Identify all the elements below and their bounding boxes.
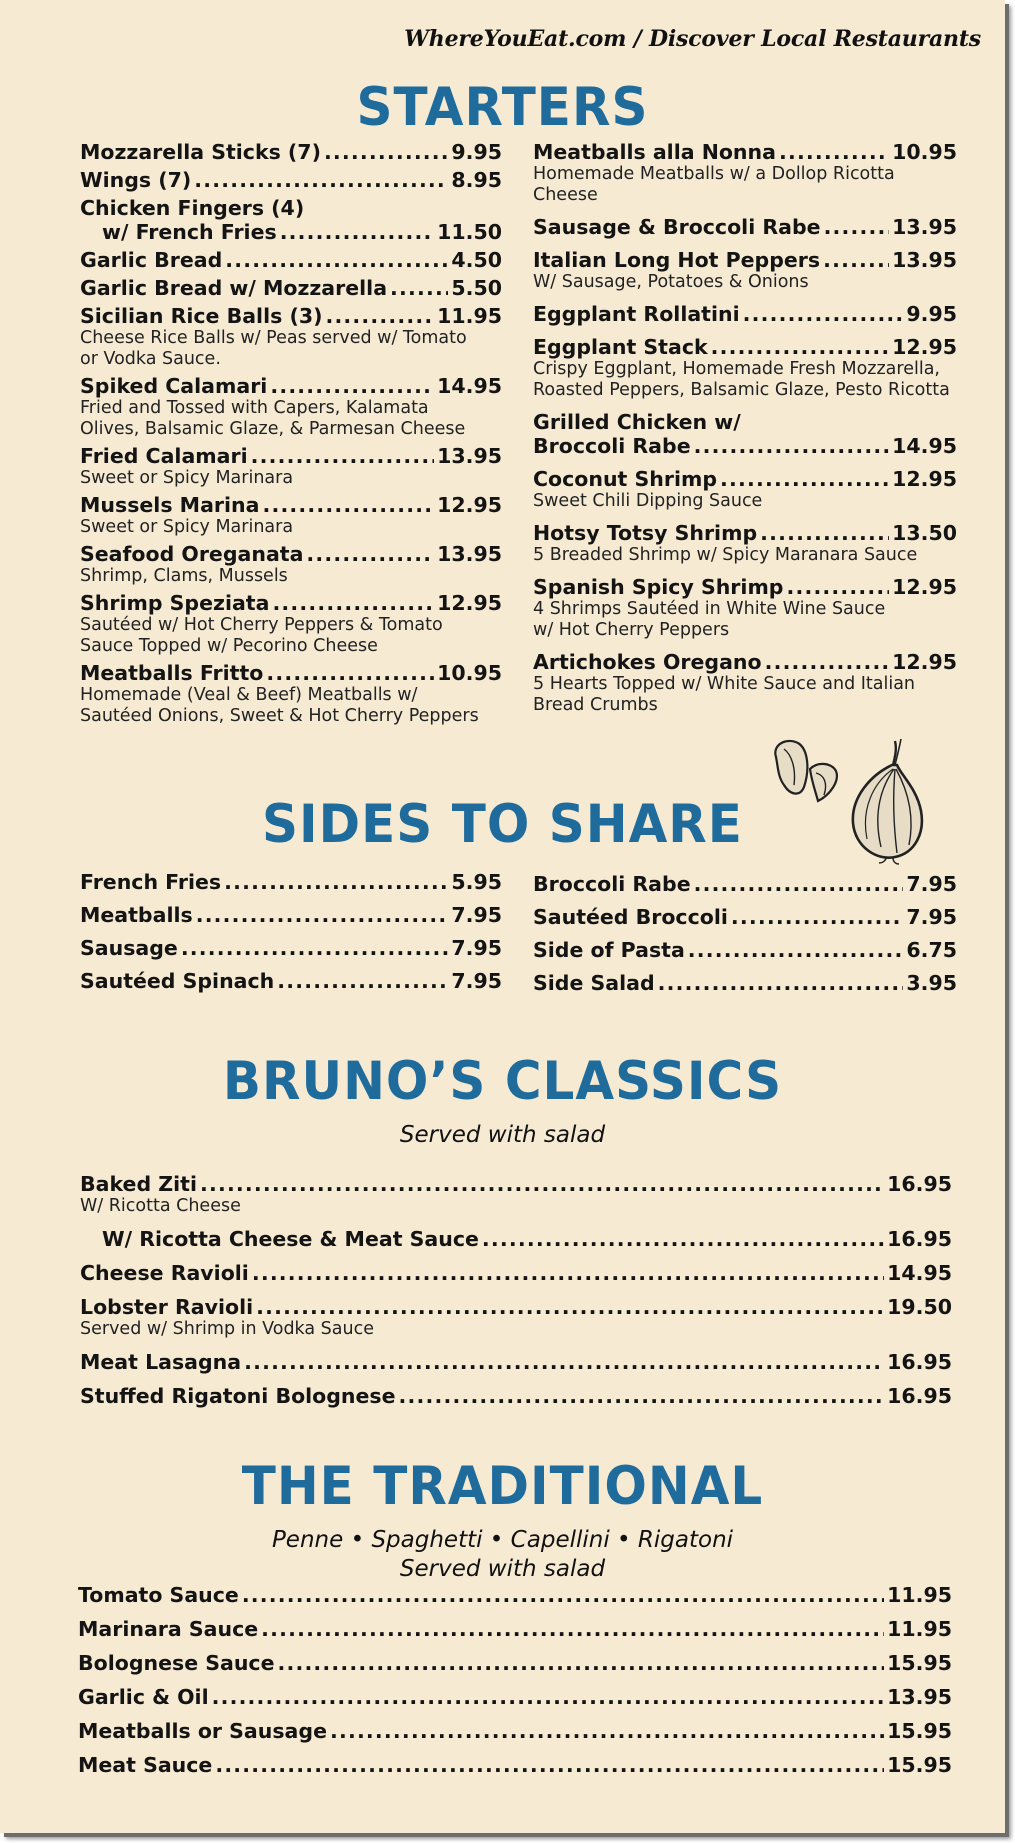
menu-item-price: 13.95 bbox=[437, 542, 502, 566]
dot-leader bbox=[399, 1384, 885, 1408]
menu-item bbox=[78, 1719, 952, 1743]
menu-item-price: 15.95 bbox=[887, 1719, 952, 1743]
menu-item-price: 12.95 bbox=[892, 650, 957, 674]
dot-leader bbox=[277, 969, 448, 993]
menu-item-description: Bread Crumbs bbox=[533, 695, 658, 715]
menu-item bbox=[78, 1617, 952, 1641]
menu-item-price: 11.95 bbox=[437, 304, 502, 328]
menu-item-name: Stuffed Rigatoni Bolognese bbox=[80, 1384, 396, 1408]
dot-leader bbox=[786, 575, 889, 599]
menu-item-name: Marinara Sauce bbox=[78, 1617, 259, 1641]
menu-item-price: 11.95 bbox=[887, 1617, 952, 1641]
menu-item-description: w/ Hot Cherry Peppers bbox=[533, 620, 730, 640]
menu-item bbox=[78, 1753, 952, 1777]
menu-item-name: Meatballs or Sausage bbox=[78, 1719, 327, 1743]
menu-item-name: Spanish Spicy Shrimp bbox=[533, 575, 784, 599]
menu-item bbox=[80, 542, 502, 587]
menu-item bbox=[80, 1350, 952, 1374]
menu-item bbox=[80, 444, 502, 489]
menu-item-name: Sautéed Spinach bbox=[80, 969, 275, 993]
dot-leader bbox=[743, 302, 904, 326]
dot-leader bbox=[482, 1227, 884, 1251]
menu-item bbox=[533, 971, 957, 995]
dot-leader bbox=[266, 661, 434, 685]
dot-leader bbox=[779, 140, 889, 164]
menu-item bbox=[533, 905, 957, 929]
menu-item-name: Baked Ziti bbox=[80, 1172, 197, 1196]
menu-item bbox=[80, 248, 502, 272]
menu-item-name: Italian Long Hot Peppers bbox=[533, 248, 821, 272]
sides-left-column bbox=[80, 870, 502, 1002]
menu-item-price: 13.95 bbox=[892, 248, 957, 272]
menu-item-description: Crispy Eggplant, Homemade Fresh Mozzarella, bbox=[533, 359, 940, 379]
menu-item-price: 10.95 bbox=[437, 661, 502, 685]
menu-item-name: Seafood Oreganata bbox=[80, 542, 304, 566]
traditional-subtitle: Served with salad bbox=[399, 1556, 606, 1582]
dot-leader bbox=[688, 938, 904, 962]
menu-item-price: 12.95 bbox=[437, 493, 502, 517]
menu-item bbox=[80, 969, 502, 993]
menu-item bbox=[533, 410, 957, 458]
menu-item bbox=[80, 1227, 952, 1251]
menu-item bbox=[80, 661, 502, 727]
menu-item bbox=[80, 1261, 952, 1285]
menu-item-description: Sweet Chili Dipping Sauce bbox=[533, 491, 763, 511]
menu-item bbox=[80, 168, 502, 192]
menu-item-price: 14.95 bbox=[887, 1261, 952, 1285]
menu-item bbox=[80, 870, 502, 894]
menu-item-name: Fried Calamari bbox=[80, 444, 248, 468]
menu-item bbox=[533, 521, 957, 566]
menu-item-name: Side of Pasta bbox=[533, 938, 685, 962]
dot-leader bbox=[720, 467, 889, 491]
menu-item-price: 7.95 bbox=[451, 936, 502, 960]
menu-item bbox=[533, 248, 957, 293]
dot-leader bbox=[212, 1685, 885, 1709]
menu-item-name: Lobster Ravioli bbox=[80, 1295, 254, 1319]
menu-item-name: Mussels Marina bbox=[80, 493, 260, 517]
dot-leader bbox=[824, 215, 890, 239]
menu-item-price: 14.95 bbox=[892, 434, 957, 458]
menu-item-name: Sicilian Rice Balls (3) bbox=[80, 304, 323, 328]
menu-item-price: 16.95 bbox=[887, 1172, 952, 1196]
dot-leader bbox=[280, 220, 434, 244]
menu-item-name: Eggplant Rollatini bbox=[533, 302, 740, 326]
menu-item-description: W/ Sausage, Potatoes & Onions bbox=[533, 272, 809, 292]
menu-item-price: 13.95 bbox=[887, 1685, 952, 1709]
menu-item-description: Sautéed w/ Hot Cherry Peppers & Tomato bbox=[80, 615, 443, 635]
menu-item-description: 5 Hearts Topped w/ White Sauce and Italian bbox=[533, 674, 916, 694]
dot-leader bbox=[252, 1261, 884, 1285]
menu-item-description: Served w/ Shrimp in Vodka Sauce bbox=[80, 1319, 374, 1339]
menu-item-price: 7.95 bbox=[451, 969, 502, 993]
menu-item-description: 4 Shrimps Sautéed in White Wine Sauce bbox=[533, 599, 886, 619]
menu-item-description: Homemade (Veal & Beef) Meatballs w/ bbox=[80, 685, 418, 705]
menu-item-price: 13.95 bbox=[892, 215, 957, 239]
menu-item bbox=[80, 140, 502, 164]
dot-leader bbox=[330, 1719, 884, 1743]
menu-item-price: 7.95 bbox=[906, 872, 957, 896]
menu-item-name: Mozzarella Sticks (7) bbox=[80, 140, 321, 164]
menu-item-description: Sweet or Spicy Marinara bbox=[80, 517, 294, 537]
menu-item-price: 15.95 bbox=[887, 1753, 952, 1777]
menu-item-price: 16.95 bbox=[887, 1227, 952, 1251]
classics-heading: BRUNO’S CLASSICS bbox=[222, 1050, 783, 1112]
sides-heading: SIDES TO SHARE bbox=[262, 793, 743, 855]
dot-leader bbox=[262, 493, 434, 517]
dot-leader bbox=[261, 1617, 884, 1641]
menu-item-description: Olives, Balsamic Glaze, & Parmesan Cheese bbox=[80, 419, 466, 439]
dot-leader bbox=[244, 1350, 884, 1374]
menu-item-description: 5 Breaded Shrimp w/ Spicy Maranara Sauce bbox=[533, 545, 918, 565]
menu-item-description: Sautéed Onions, Sweet & Hot Cherry Peppers bbox=[80, 706, 479, 726]
menu-item bbox=[533, 302, 957, 326]
menu-item-price: 4.50 bbox=[451, 248, 502, 272]
menu-item-description: W/ Ricotta Cheese bbox=[80, 1196, 241, 1216]
menu-item-name: Tomato Sauce bbox=[78, 1583, 239, 1607]
menu-item-name-line: Grilled Chicken w/ bbox=[533, 410, 741, 434]
menu-item-name: Broccoli Rabe bbox=[533, 872, 691, 896]
menu-item bbox=[533, 872, 957, 896]
menu-item-name: Meatballs Fritto bbox=[80, 661, 264, 685]
menu-item-description: Homemade Meatballs w/ a Dollop Ricotta Cheese bbox=[533, 164, 895, 205]
dot-leader bbox=[694, 872, 904, 896]
dot-leader bbox=[324, 140, 448, 164]
menu-item-name: Meatballs bbox=[80, 903, 193, 927]
menu-item-description: Sauce Topped w/ Pecorino Cheese bbox=[80, 636, 378, 656]
menu-item bbox=[80, 936, 502, 960]
menu-item bbox=[533, 938, 957, 962]
menu-item bbox=[80, 591, 502, 657]
menu-item-description: Fried and Tossed with Capers, Kalamata bbox=[80, 398, 429, 418]
menu-item bbox=[533, 215, 957, 239]
menu-item bbox=[80, 1384, 952, 1408]
menu-item bbox=[80, 196, 502, 244]
menu-item-price: 12.95 bbox=[892, 335, 957, 359]
menu-item bbox=[80, 493, 502, 538]
dot-leader bbox=[760, 521, 889, 545]
sides-right-column bbox=[533, 872, 957, 1004]
menu-item-name: Sausage & Broccoli Rabe bbox=[533, 215, 821, 239]
menu-item-name: Garlic & Oil bbox=[78, 1685, 209, 1709]
menu-item-price: 16.95 bbox=[887, 1350, 952, 1374]
menu-item-name: Garlic Bread w/ Mozzarella bbox=[80, 276, 388, 300]
menu-item-price: 11.95 bbox=[887, 1583, 952, 1607]
dot-leader bbox=[251, 444, 435, 468]
menu-item bbox=[533, 575, 957, 641]
menu-item bbox=[533, 140, 957, 206]
menu-item bbox=[78, 1583, 952, 1607]
menu-item-price: 12.95 bbox=[437, 591, 502, 615]
starters-right-column bbox=[533, 140, 957, 725]
menu-item-price: 5.95 bbox=[451, 870, 502, 894]
classics-subtitle: Served with salad bbox=[399, 1122, 606, 1148]
dot-leader bbox=[711, 335, 890, 359]
menu-item bbox=[80, 304, 502, 370]
menu-item-description: Shrimp, Clams, Mussels bbox=[80, 566, 288, 586]
menu-item-price: 12.95 bbox=[892, 575, 957, 599]
menu-item-name: Broccoli Rabe bbox=[533, 434, 691, 458]
dot-leader bbox=[325, 304, 434, 328]
dot-leader bbox=[731, 905, 904, 929]
menu-item bbox=[533, 467, 957, 512]
menu-item-description: Sweet or Spicy Marinara bbox=[80, 468, 294, 488]
menu-item-description: or Vodka Sauce. bbox=[80, 349, 221, 369]
menu-item bbox=[533, 650, 957, 716]
menu-item-name: Side Salad bbox=[533, 971, 655, 995]
menu-item bbox=[78, 1651, 952, 1675]
menu-item bbox=[80, 903, 502, 927]
menu-item-name: Sautéed Broccoli bbox=[533, 905, 728, 929]
menu-item-price: 19.50 bbox=[887, 1295, 952, 1319]
menu-item-price: 3.95 bbox=[906, 971, 957, 995]
menu-item-name: Meat Sauce bbox=[78, 1753, 213, 1777]
menu-item-price: 10.95 bbox=[892, 140, 957, 164]
menu-item bbox=[80, 1295, 952, 1340]
menu-item-name: Eggplant Stack bbox=[533, 335, 708, 359]
dot-leader bbox=[181, 936, 449, 960]
menu-item-name: Hotsy Totsy Shrimp bbox=[533, 521, 758, 545]
menu-item-name: Garlic Bread bbox=[80, 248, 223, 272]
menu-item-price: 13.50 bbox=[892, 521, 957, 545]
menu-item-price: 8.95 bbox=[451, 168, 502, 192]
starters-left-column bbox=[80, 140, 502, 731]
menu-item-price: 13.95 bbox=[437, 444, 502, 468]
dot-leader bbox=[270, 374, 434, 398]
menu-item-name: Shrimp Speziata bbox=[80, 591, 270, 615]
dot-leader bbox=[272, 591, 434, 615]
menu-item-name: w/ French Fries bbox=[102, 220, 277, 244]
dot-leader bbox=[306, 542, 434, 566]
dot-leader bbox=[196, 903, 449, 927]
dot-leader bbox=[194, 168, 448, 192]
starters-heading: STARTERS bbox=[356, 76, 649, 138]
traditional-list bbox=[78, 1583, 952, 1787]
menu-item-price: 7.95 bbox=[451, 903, 502, 927]
menu-item bbox=[80, 374, 502, 440]
dot-leader bbox=[215, 1753, 884, 1777]
menu-item-name: Artichokes Oregano bbox=[533, 650, 762, 674]
menu-item-name: W/ Ricotta Cheese & Meat Sauce bbox=[102, 1227, 479, 1251]
menu-item-name: Cheese Ravioli bbox=[80, 1261, 249, 1285]
menu-item-name: Coconut Shrimp bbox=[533, 467, 718, 491]
menu-item-price: 7.95 bbox=[906, 905, 957, 929]
menu-item-price: 6.75 bbox=[906, 938, 957, 962]
dot-leader bbox=[225, 248, 448, 272]
dot-leader bbox=[200, 1172, 884, 1196]
menu-item-name: Spiked Calamari bbox=[80, 374, 268, 398]
menu-item-name: Sausage bbox=[80, 936, 178, 960]
traditional-heading: THE TRADITIONAL bbox=[241, 1455, 764, 1517]
menu-item-name: Wings (7) bbox=[80, 168, 192, 192]
dot-leader bbox=[658, 971, 904, 995]
dot-leader bbox=[823, 248, 889, 272]
dot-leader bbox=[242, 1583, 884, 1607]
dot-leader bbox=[390, 276, 448, 300]
watermark: WhereYouEat.com / Discover Local Restaurants bbox=[404, 26, 981, 52]
menu-item-price: 14.95 bbox=[437, 374, 502, 398]
dot-leader bbox=[694, 434, 890, 458]
menu-item-description: Roasted Peppers, Balsamic Glaze, Pesto Ricotta bbox=[533, 380, 950, 400]
dot-leader bbox=[256, 1295, 884, 1319]
menu-item-name: French Fries bbox=[80, 870, 222, 894]
menu-item-price: 12.95 bbox=[892, 467, 957, 491]
menu-item-name: Meatballs alla Nonna bbox=[533, 140, 776, 164]
menu-item-name: Meat Lasagna bbox=[80, 1350, 242, 1374]
menu-item bbox=[533, 335, 957, 401]
classics-list bbox=[80, 1172, 952, 1418]
menu-item-price: 11.50 bbox=[437, 220, 502, 244]
menu-item-name: Bolognese Sauce bbox=[78, 1651, 275, 1675]
dot-leader bbox=[765, 650, 890, 674]
dot-leader bbox=[277, 1651, 884, 1675]
menu-item bbox=[80, 276, 502, 300]
menu-item bbox=[80, 1172, 952, 1217]
menu-item bbox=[78, 1685, 952, 1709]
menu-item-price: 9.95 bbox=[451, 140, 502, 164]
menu-item-price: 9.95 bbox=[906, 302, 957, 326]
menu-item-price: 16.95 bbox=[887, 1384, 952, 1408]
menu-item-description: Cheese Rice Balls w/ Peas served w/ Tomato bbox=[80, 328, 467, 348]
dot-leader bbox=[224, 870, 448, 894]
menu-item-price: 5.50 bbox=[451, 276, 502, 300]
traditional-pasta-types: Penne • Spaghetti • Capellini • Rigatoni bbox=[271, 1527, 734, 1553]
menu-item-name-line: Chicken Fingers (4) bbox=[80, 196, 305, 220]
menu-item-price: 15.95 bbox=[887, 1651, 952, 1675]
